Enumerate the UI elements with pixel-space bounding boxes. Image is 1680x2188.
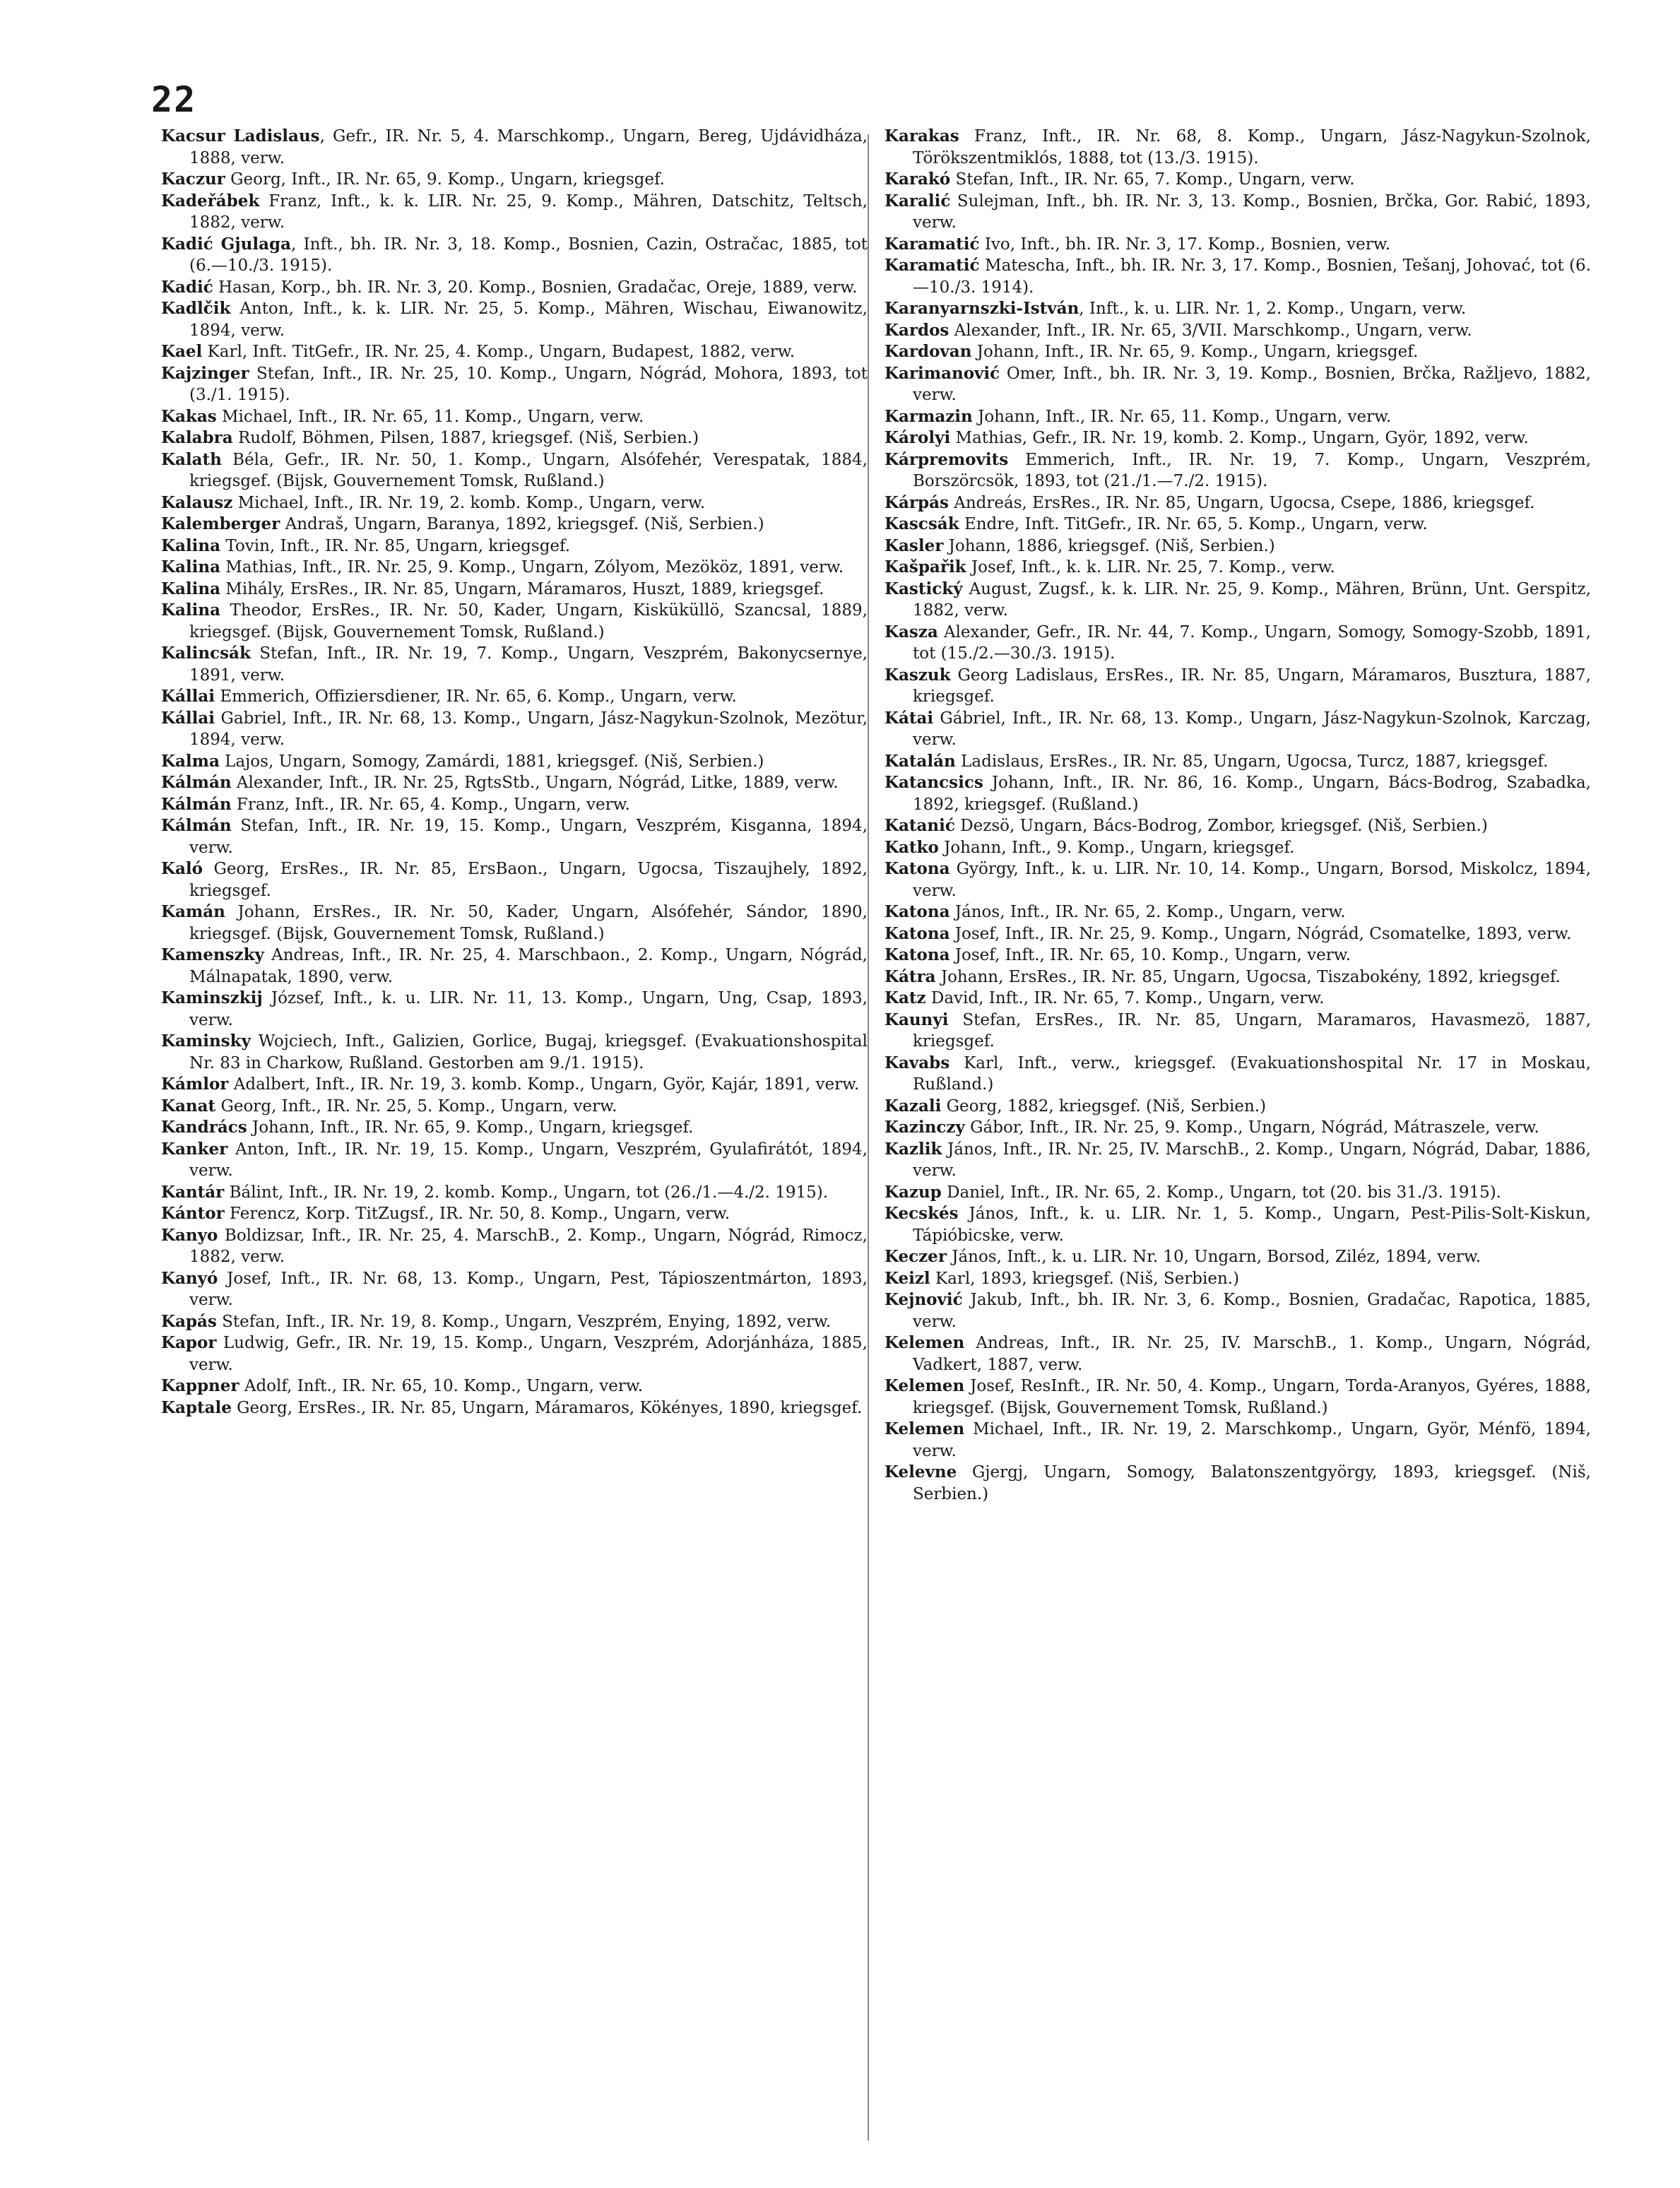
entry-details: Georg, Inft., IR. Nr. 25, 5. Komp., Ungarn, verw. bbox=[215, 1096, 617, 1116]
list-entry bbox=[885, 341, 1591, 363]
list-entry bbox=[161, 406, 868, 428]
entry-surname: Kállai bbox=[161, 687, 215, 706]
list-entry bbox=[885, 1203, 1591, 1246]
entry-surname: Kašpařik bbox=[885, 557, 966, 576]
entry-surname: Katona bbox=[885, 902, 950, 921]
entry-surname: Katko bbox=[885, 837, 939, 857]
list-entry bbox=[161, 1031, 868, 1074]
entry-details: Emmerich, Offiziersdiener, IR. Nr. 65, 6. Komp., Ungarn, verw. bbox=[215, 687, 737, 706]
entry-surname: Kárpás bbox=[885, 492, 949, 512]
entry-surname: Kaczur bbox=[161, 170, 225, 189]
entry-details: Ludwig, Gefr., IR. Nr. 19, 15. Komp., Ungarn, Veszprém, Adorjánháza, 1885, verw. bbox=[189, 1334, 868, 1374]
list-entry bbox=[885, 406, 1591, 428]
entry-details: Josef, ResInft., IR. Nr. 50, 4. Komp., Ungarn, Torda-Aranyos, Gyéres, 1888, kriegsgef. (Bijsk, Gouvernement Tomsk, Rußland.) bbox=[913, 1377, 1591, 1417]
left-column bbox=[161, 126, 868, 2160]
entry-details: Josef, Inft., IR. Nr. 65, 10. Komp., Ungarn, verw. bbox=[950, 946, 1351, 964]
entry-details: Béla, Gefr., IR. Nr. 50, 1. Komp., Ungarn, Alsófehér, Verespatak, 1884, kriegsgef. (Bijsk, Gouvernement Tomsk, Rußland.) bbox=[189, 450, 868, 490]
list-entry bbox=[885, 1096, 1591, 1118]
list-entry bbox=[161, 1397, 868, 1419]
list-entry bbox=[161, 708, 868, 751]
list-entry bbox=[885, 320, 1591, 342]
entry-details: Johann, Inft., IR. Nr. 65, 9. Komp., Ungarn, kriegsgef. bbox=[247, 1118, 694, 1137]
entry-details: Franz, Inft., IR. Nr. 68, 8. Komp., Ungarn, Jász-Nagykun-Szolnok, Törökszentmiklós, 1888, tot (13./3. 1915). bbox=[913, 127, 1591, 167]
entry-surname: Kappner bbox=[161, 1376, 239, 1395]
entry-surname: Kardovan bbox=[885, 342, 972, 361]
entry-surname: Kelemen bbox=[885, 1419, 965, 1438]
entry-surname: Kátai bbox=[885, 708, 934, 728]
entry-details: Boldizsar, Inft., IR. Nr. 25, 4. MarschB., 2. Komp., Ungarn, Nógrád, Rimocz, 1882, verw. bbox=[189, 1226, 868, 1266]
entry-surname: Kantár bbox=[161, 1182, 225, 1202]
entry-details: János, Inft., IR. Nr. 25, IV. MarschB., 2. Komp., Ungarn, Nógrád, Dabar, 1886, verw. bbox=[913, 1140, 1591, 1180]
list-entry bbox=[161, 988, 868, 1031]
entry-surname: Karmazin bbox=[885, 406, 973, 426]
entry-details: Gábriel, Inft., IR. Nr. 68, 13. Komp., Ungarn, Jász-Nagykun-Szolnok, Karczag, verw. bbox=[913, 709, 1591, 749]
entry-surname: Kálmán bbox=[161, 794, 232, 814]
list-entry bbox=[885, 1182, 1591, 1204]
list-entry bbox=[161, 643, 868, 686]
list-entry bbox=[885, 772, 1591, 815]
list-entry bbox=[885, 449, 1591, 492]
entry-details: Rudolf, Böhmen, Pilsen, 1887, kriegsgef. (Niš, Serbien.) bbox=[232, 429, 699, 447]
list-entry bbox=[885, 815, 1591, 837]
entry-details: Emmerich, Inft., IR. Nr. 19, 7. Komp., Ungarn, Veszprém, Borszörcsök, 1893, tot (21./1.—7./2. 1915). bbox=[913, 450, 1591, 490]
list-entry bbox=[885, 1139, 1591, 1182]
list-entry bbox=[885, 1462, 1591, 1505]
entry-surname: Kárpremovits bbox=[885, 449, 1009, 469]
entry-details: Gabriel, Inft., IR. Nr. 68, 13. Komp., Ungarn, Jász-Nagykun-Szolnok, Mezötur, 1894, verw. bbox=[189, 709, 868, 749]
entry-details: Dezsö, Ungarn, Bács-Bodrog, Zombor, kriegsgef. (Niš, Serbien.) bbox=[954, 817, 1488, 835]
entry-details: Stefan, Inft., IR. Nr. 19, 15. Komp., Ungarn, Veszprém, Kisganna, 1894, verw. bbox=[189, 817, 868, 857]
entry-details: Georg, ErsRes., IR. Nr. 85, Ungarn, Máramaros, Kökényes, 1890, kriegsgef. bbox=[231, 1398, 863, 1417]
entry-details: János, Inft., k. u. LIR. Nr. 1, 5. Komp., Ungarn, Pest-Pilis-Solt-Kiskun, Tápióbicske, verw. bbox=[913, 1205, 1591, 1245]
list-entry bbox=[161, 277, 868, 299]
list-entry bbox=[161, 1096, 868, 1118]
entry-details: Anton, Inft., IR. Nr. 19, 15. Komp., Ungarn, Veszprém, Gyulafirátót, 1894, verw. bbox=[189, 1140, 868, 1180]
entry-details: Franz, Inft., IR. Nr. 65, 4. Komp., Ungarn, verw. bbox=[231, 795, 630, 814]
list-entry bbox=[161, 686, 868, 708]
entry-surname: Katz bbox=[885, 988, 926, 1007]
entry-surname: Kadlčik bbox=[161, 299, 231, 318]
list-entry bbox=[161, 1225, 868, 1268]
list-entry bbox=[161, 191, 868, 234]
entry-surname: Kalina bbox=[161, 601, 220, 620]
entry-details: Hasan, Korp., bh. IR. Nr. 3, 20. Komp., Bosnien, Gradačac, Oreje, 1889, verw. bbox=[213, 278, 858, 297]
entry-details: Josef, Inft., IR. Nr. 68, 13. Komp., Ungarn, Pest, Tápioszentmárton, 1893, verw. bbox=[189, 1269, 868, 1309]
entry-details: August, Zugsf., k. k. LIR. Nr. 25, 9. Komp., Mähren, Brünn, Unt. Gerspitz, 1882, verw. bbox=[913, 579, 1591, 620]
entry-surname: Kaminszkij bbox=[161, 988, 263, 1007]
entry-details: Michael, Inft., IR. Nr. 19, 2. komb. Komp., Ungarn, verw. bbox=[232, 493, 706, 512]
list-entry bbox=[885, 1419, 1591, 1462]
list-entry bbox=[161, 427, 868, 449]
entry-details: János, Inft., k. u. LIR. Nr. 10, Ungarn, Borsod, Ziléz, 1894, verw. bbox=[946, 1248, 1481, 1266]
list-entry bbox=[161, 579, 868, 601]
entry-surname: Kapor bbox=[161, 1333, 217, 1352]
entry-surname: Kelevne bbox=[885, 1462, 957, 1482]
entry-details: Mihály, ErsRes., IR. Nr. 85, Ungarn, Máramaros, Huszt, 1889, kriegsgef. bbox=[220, 579, 824, 598]
entry-details: Endre, Inft. TitGefr., IR. Nr. 65, 5. Komp., Ungarn, verw. bbox=[959, 515, 1428, 533]
entry-details: Ivo, Inft., bh. IR. Nr. 3, 17. Komp., Bosnien, verw. bbox=[979, 235, 1391, 254]
entry-surname: Kaló bbox=[161, 859, 203, 878]
entry-surname: Keizl bbox=[885, 1268, 930, 1288]
entry-surname: Kapás bbox=[161, 1311, 217, 1331]
column-divider bbox=[868, 134, 869, 2141]
entry-details: , Inft., k. u. LIR. Nr. 1, 2. Komp., Ungarn, verw. bbox=[1079, 300, 1467, 318]
entry-details: Mathias, Gefr., IR. Nr. 19, komb. 2. Komp., Ungarn, Györ, 1892, verw. bbox=[950, 429, 1529, 447]
list-entry bbox=[161, 169, 868, 191]
entry-details: Johann, ErsRes., IR. Nr. 85, Ungarn, Ugocsa, Tiszabokény, 1892, kriegsgef. bbox=[935, 967, 1561, 986]
list-entry bbox=[161, 1376, 868, 1397]
list-entry bbox=[161, 492, 868, 514]
entry-surname: Karamatić bbox=[885, 234, 980, 254]
entry-surname: Katancsics bbox=[885, 773, 983, 792]
entry-surname: Kadić bbox=[161, 277, 213, 297]
list-entry bbox=[885, 665, 1591, 708]
list-entry bbox=[161, 126, 868, 169]
list-entry bbox=[885, 169, 1591, 191]
entry-surname: Kazup bbox=[885, 1182, 942, 1202]
list-entry bbox=[161, 449, 868, 492]
entry-surname: Karalić bbox=[885, 191, 951, 211]
entry-details: Michael, Inft., IR. Nr. 19, 2. Marschkomp., Ungarn, Györ, Ménfö, 1894, verw. bbox=[913, 1420, 1591, 1460]
list-entry bbox=[885, 708, 1591, 751]
entry-details: Michael, Inft., IR. Nr. 65, 11. Komp., Ungarn, verw. bbox=[216, 407, 644, 426]
entry-surname: Kalemberger bbox=[161, 514, 280, 533]
entry-surname: Kanat bbox=[161, 1096, 216, 1116]
entry-details: Ladislaus, ErsRes., IR. Nr. 85, Ungarn, Ugocsa, Turcz, 1887, kriegsgef. bbox=[955, 752, 1549, 771]
entry-details: Gjergj, Ungarn, Somogy, Balatonszentgyörgy, 1893, kriegsgef. (Niš, Serbien.) bbox=[913, 1463, 1591, 1503]
page-number: 22 bbox=[151, 79, 197, 120]
entry-surname: Kaszuk bbox=[885, 665, 951, 685]
entry-details: Gábor, Inft., IR. Nr. 25, 9. Komp., Ungarn, Nógrád, Mátraszele, verw. bbox=[964, 1118, 1539, 1137]
entry-details: Karl, Inft., verw., kriegsgef. (Evakuationshospital Nr. 17 in Moskau, Rußland.) bbox=[913, 1053, 1591, 1094]
entry-details: Alexander, Inft., IR. Nr. 65, 3/VII. Marschkomp., Ungarn, verw. bbox=[949, 321, 1472, 340]
entry-surname: Kascsák bbox=[885, 514, 959, 533]
list-entry bbox=[885, 1246, 1591, 1268]
entry-surname: Karakó bbox=[885, 170, 951, 189]
entry-surname: Kalina bbox=[161, 579, 220, 598]
entry-surname: Kastický bbox=[885, 579, 963, 598]
entry-details: Alexander, Gefr., IR. Nr. 44, 7. Komp., Ungarn, Somogy, Somogy-Szobb, 1891, tot (15./2.—30./3. 1915). bbox=[913, 622, 1591, 663]
entry-details: Andreas, Inft., IR. Nr. 25, IV. MarschB., 1. Komp., Ungarn, Nógrád, Vadkert, 1887, verw. bbox=[913, 1334, 1591, 1374]
list-entry bbox=[161, 1268, 868, 1311]
entry-surname: Kecskés bbox=[885, 1204, 959, 1223]
list-entry bbox=[885, 191, 1591, 234]
entry-details: Bálint, Inft., IR. Nr. 19, 2. komb. Komp., Ungarn, tot (26./1.—4./2. 1915). bbox=[224, 1183, 829, 1202]
list-entry bbox=[161, 298, 868, 341]
entry-details: Jakub, Inft., bh. IR. Nr. 3, 6. Komp., Bosnien, Gradačac, Rapotica, 1885, verw. bbox=[913, 1291, 1591, 1331]
entry-details: Mathias, Inft., IR. Nr. 25, 9. Komp., Ungarn, Zólyom, Mezököz, 1891, verw. bbox=[220, 558, 844, 576]
entry-details: Karl, 1893, kriegsgef. (Niš, Serbien.) bbox=[930, 1269, 1240, 1288]
entry-surname: Kazali bbox=[885, 1096, 942, 1116]
list-entry bbox=[161, 945, 868, 988]
entry-surname: Kámlor bbox=[161, 1075, 229, 1094]
entry-details: György, Inft., k. u. LIR. Nr. 10, 14. Komp., Ungarn, Borsod, Miskolcz, 1894, verw. bbox=[913, 860, 1591, 900]
entry-surname: Karanyarnszki-István bbox=[885, 299, 1079, 318]
entry-details: János, Inft., IR. Nr. 65, 2. Komp., Ungarn, verw. bbox=[950, 903, 1346, 921]
entry-surname: Kálmán bbox=[161, 773, 232, 792]
entry-details: Josef, Inft., IR. Nr. 25, 9. Komp., Ungarn, Nógrád, Csomatelke, 1893, verw. bbox=[950, 924, 1572, 943]
entry-surname: Kalabra bbox=[161, 428, 233, 447]
list-entry bbox=[885, 1268, 1591, 1290]
entry-details: Stefan, Inft., IR. Nr. 65, 7. Komp., Ungarn, verw. bbox=[950, 170, 1355, 189]
entry-details: Johann, 1886, kriegsgef. (Niš, Serbien.) bbox=[943, 536, 1275, 555]
entry-surname: Kadić Gjulaga bbox=[161, 234, 291, 254]
entry-surname: Karimanović bbox=[885, 363, 1000, 383]
entry-surname: Katona bbox=[885, 859, 950, 878]
list-entry bbox=[161, 1182, 868, 1204]
entry-surname: Kálmán bbox=[161, 816, 232, 835]
list-entry bbox=[885, 1376, 1591, 1419]
entry-details: József, Inft., k. u. LIR. Nr. 11, 13. Komp., Ungarn, Ung, Csap, 1893, verw. bbox=[189, 989, 868, 1029]
entry-details: Adolf, Inft., IR. Nr. 65, 10. Komp., Ungarn, verw. bbox=[239, 1377, 644, 1395]
list-entry bbox=[885, 901, 1591, 923]
list-entry bbox=[161, 815, 868, 858]
entry-details: Stefan, Inft., IR. Nr. 19, 8. Komp., Ungarn, Veszprém, Enying, 1892, verw. bbox=[216, 1312, 832, 1331]
entry-details: Georg, ErsRes., IR. Nr. 85, ErsBaon., Ungarn, Ugocsa, Tiszaujhely, 1892, kriegsgef. bbox=[189, 860, 868, 900]
entry-surname: Keczer bbox=[885, 1247, 947, 1266]
entry-details: Omer, Inft., bh. IR. Nr. 3, 19. Komp., Bosnien, Brčka, Ražljevo, 1882, verw. bbox=[913, 364, 1591, 404]
entry-surname: Kael bbox=[161, 342, 203, 361]
entry-details: Johann, Inft., IR. Nr. 65, 9. Komp., Ungarn, kriegsgef. bbox=[971, 343, 1419, 361]
entry-details: Stefan, Inft., IR. Nr. 19, 7. Komp., Ungarn, Veszprém, Bakonycsernye, 1891, verw. bbox=[189, 644, 868, 685]
list-entry bbox=[885, 837, 1591, 859]
entry-surname: Kátra bbox=[885, 966, 936, 986]
list-entry bbox=[885, 858, 1591, 901]
list-entry bbox=[885, 492, 1591, 514]
entry-surname: Kamenszky bbox=[161, 945, 264, 964]
list-entry bbox=[161, 1139, 868, 1182]
entry-surname: Kanyo bbox=[161, 1225, 218, 1245]
entry-surname: Károlyi bbox=[885, 428, 951, 447]
entry-details: David, Inft., IR. Nr. 65, 7. Komp., Ungarn, verw. bbox=[925, 989, 1325, 1007]
entry-surname: Kántor bbox=[161, 1204, 225, 1223]
list-entry bbox=[161, 1074, 868, 1096]
list-entry bbox=[885, 966, 1591, 988]
entry-surname: Kalausz bbox=[161, 492, 233, 512]
entry-details: Andreas, Inft., IR. Nr. 25, 4. Marschbaon., 2. Komp., Ungarn, Nógrád, Málnapatak, 1890, verw. bbox=[189, 946, 868, 986]
list-entry bbox=[161, 557, 868, 579]
entry-details: , Inft., bh. IR. Nr. 3, 18. Komp., Bosnien, Cazin, Ostračac, 1885, tot (6.—10./3. 1915). bbox=[189, 235, 868, 275]
list-entry bbox=[885, 988, 1591, 1010]
entry-details: Karl, Inft. TitGefr., IR. Nr. 25, 4. Komp., Ungarn, Budapest, 1882, verw. bbox=[202, 343, 795, 361]
entry-details: Stefan, ErsRes., IR. Nr. 85, Ungarn, Maramaros, Havasmezö, 1887, kriegsgef. bbox=[913, 1010, 1591, 1051]
entry-details: Daniel, Inft., IR. Nr. 65, 2. Komp., Ungarn, tot (20. bis 31./3. 1915). bbox=[941, 1183, 1501, 1202]
list-entry bbox=[161, 1117, 868, 1139]
entry-surname: Kardos bbox=[885, 320, 950, 340]
entry-surname: Kavabs bbox=[885, 1053, 950, 1072]
entry-surname: Kelemen bbox=[885, 1333, 965, 1352]
entry-details: Matescha, Inft., bh. IR. Nr. 3, 17. Komp., Bosnien, Tešanj, Johovać, tot (6.—10./3. 1914). bbox=[913, 256, 1591, 297]
list-entry bbox=[161, 772, 868, 794]
list-entry bbox=[885, 622, 1591, 665]
entry-surname: Kalina bbox=[161, 536, 220, 555]
list-entry bbox=[885, 1289, 1591, 1332]
entry-details: Adalbert, Inft., IR. Nr. 19, 3. komb. Komp., Ungarn, Györ, Kajár, 1891, verw. bbox=[228, 1075, 860, 1094]
entry-surname: Kállai bbox=[161, 708, 215, 728]
entry-surname: Kejnović bbox=[885, 1290, 963, 1309]
list-entry bbox=[885, 945, 1591, 966]
entry-surname: Katanić bbox=[885, 816, 955, 835]
entry-surname: Katona bbox=[885, 923, 950, 943]
list-entry bbox=[161, 1203, 868, 1225]
entry-surname: Kanyó bbox=[161, 1268, 218, 1288]
entry-surname: Kanker bbox=[161, 1139, 228, 1159]
list-entry bbox=[885, 1053, 1591, 1096]
entry-surname: Kelemen bbox=[885, 1376, 965, 1395]
list-entry bbox=[885, 579, 1591, 622]
entry-details: Andraš, Ungarn, Baranya, 1892, kriegsgef. (Niš, Serbien.) bbox=[280, 515, 764, 533]
entry-surname: Karamatić bbox=[885, 256, 980, 275]
entry-surname: Kaptale bbox=[161, 1397, 232, 1417]
entry-details: Alexander, Inft., IR. Nr. 25, RgtsStb., Ungarn, Nógrád, Litke, 1889, verw. bbox=[231, 774, 839, 792]
list-entry bbox=[885, 427, 1591, 449]
list-entry bbox=[161, 858, 868, 901]
entry-details: Josef, Inft., k. k. LIR. Nr. 25, 7. Komp., verw. bbox=[966, 558, 1335, 576]
entry-details: Johann, ErsRes., IR. Nr. 50, Kader, Ungarn, Alsófehér, Sándor, 1890, kriegsgef. (Bijsk, Gouvernement Tomsk, Rußland.) bbox=[189, 903, 868, 943]
list-entry bbox=[161, 1311, 868, 1333]
entry-details: Georg, Inft., IR. Nr. 65, 9. Komp., Ungarn, kriegsgef. bbox=[225, 170, 665, 189]
list-entry bbox=[885, 751, 1591, 773]
entry-details: Stefan, Inft., IR. Nr. 25, 10. Komp., Ungarn, Nógrád, Mohora, 1893, tot (3./1. 1915). bbox=[189, 364, 868, 404]
list-entry bbox=[161, 901, 868, 945]
entry-surname: Katalán bbox=[885, 751, 956, 771]
entry-surname: Kacsur Ladislaus bbox=[161, 126, 320, 146]
entry-details: Ferencz, Korp. TitZugsf., IR. Nr. 50, 8. Komp., Ungarn, verw. bbox=[224, 1205, 730, 1223]
entry-surname: Kaunyi bbox=[885, 1010, 949, 1029]
list-entry bbox=[161, 234, 868, 277]
entry-details: , Gefr., IR. Nr. 5, 4. Marschkomp., Ungarn, Bereg, Ujdávidháza, 1888, verw. bbox=[189, 127, 868, 167]
entry-surname: Kajzinger bbox=[161, 363, 249, 383]
entry-surname: Kalma bbox=[161, 751, 220, 771]
entry-surname: Kamán bbox=[161, 902, 225, 921]
entry-surname: Kalath bbox=[161, 449, 222, 469]
list-entry bbox=[161, 751, 868, 773]
list-entry bbox=[885, 234, 1591, 256]
entry-details: Tovin, Inft., IR. Nr. 85, Ungarn, kriegsgef. bbox=[220, 536, 571, 555]
list-entry bbox=[885, 363, 1591, 406]
list-entry bbox=[885, 536, 1591, 557]
list-entry bbox=[885, 1117, 1591, 1139]
entry-details: Franz, Inft., k. k. LIR. Nr. 25, 9. Komp., Mähren, Datschitz, Teltsch, 1882, verw. bbox=[189, 191, 868, 232]
entry-surname: Kazinczy bbox=[885, 1118, 965, 1137]
entry-details: Wojciech, Inft., Galizien, Gorlice, Bugaj, kriegsgef. (Evakuationshospital Nr. 83 in Charkow, Rußland. Gestorben am 9./1. 1915). bbox=[189, 1032, 868, 1072]
entry-details: Theodor, ErsRes., IR. Nr. 50, Kader, Ungarn, Kisküküllö, Szancsal, 1889, kriegsgef. (Bijsk, Gouvernement Tomsk, Rußland.) bbox=[189, 601, 868, 641]
entry-surname: Kasza bbox=[885, 622, 938, 641]
entry-surname: Kandrács bbox=[161, 1118, 247, 1137]
list-entry bbox=[885, 514, 1591, 536]
entry-surname: Karakas bbox=[885, 126, 959, 146]
list-entry bbox=[885, 557, 1591, 579]
list-entry bbox=[885, 1332, 1591, 1376]
entry-surname: Katona bbox=[885, 945, 950, 964]
list-entry bbox=[161, 794, 868, 816]
entry-details: Anton, Inft., k. k. LIR. Nr. 25, 5. Komp., Mähren, Wischau, Eiwanowitz, 1894, verw. bbox=[189, 300, 868, 340]
entry-details: Georg Ladislaus, ErsRes., IR. Nr. 85, Ungarn, Máramaros, Busztura, 1887, kriegsgef. bbox=[913, 666, 1591, 706]
list-entry bbox=[161, 341, 868, 363]
entry-surname: Kadeřábek bbox=[161, 191, 260, 211]
list-entry bbox=[161, 1332, 868, 1376]
list-entry bbox=[885, 298, 1591, 320]
entry-details: Georg, 1882, kriegsgef. (Niš, Serbien.) bbox=[941, 1096, 1267, 1116]
entry-surname: Kaminsky bbox=[161, 1031, 251, 1051]
entry-details: Johann, Inft., 9. Komp., Ungarn, kriegsgef. bbox=[938, 838, 1295, 857]
entry-surname: Kazlik bbox=[885, 1139, 942, 1159]
entry-details: Andreás, ErsRes., IR. Nr. 85, Ungarn, Ugocsa, Csepe, 1886, kriegsgef. bbox=[948, 493, 1535, 512]
list-entry bbox=[885, 1010, 1591, 1053]
entry-details: Johann, Inft., IR. Nr. 65, 11. Komp., Ungarn, verw. bbox=[972, 407, 1392, 426]
entry-surname: Kakas bbox=[161, 406, 217, 426]
entry-surname: Kalincsák bbox=[161, 644, 251, 663]
right-column bbox=[885, 126, 1591, 2160]
list-entry bbox=[161, 600, 868, 643]
list-entry bbox=[161, 514, 868, 536]
entry-details: Lajos, Ungarn, Somogy, Zamárdi, 1881, kriegsgef. (Niš, Serbien.) bbox=[219, 752, 764, 771]
list-entry bbox=[885, 923, 1591, 945]
list-entry bbox=[161, 363, 868, 406]
list-entry bbox=[885, 126, 1591, 169]
list-entry bbox=[885, 255, 1591, 298]
entry-surname: Kalina bbox=[161, 557, 220, 576]
list-entry bbox=[161, 536, 868, 557]
entry-details: Sulejman, Inft., bh. IR. Nr. 3, 13. Komp., Bosnien, Brčka, Gor. Rabić, 1893, verw. bbox=[913, 191, 1591, 232]
entry-details: Johann, Inft., IR. Nr. 86, 16. Komp., Ungarn, Bács-Bodrog, Szabadka, 1892, kriegsgef. (Rußland.) bbox=[913, 774, 1591, 814]
entry-surname: Kasler bbox=[885, 536, 944, 555]
